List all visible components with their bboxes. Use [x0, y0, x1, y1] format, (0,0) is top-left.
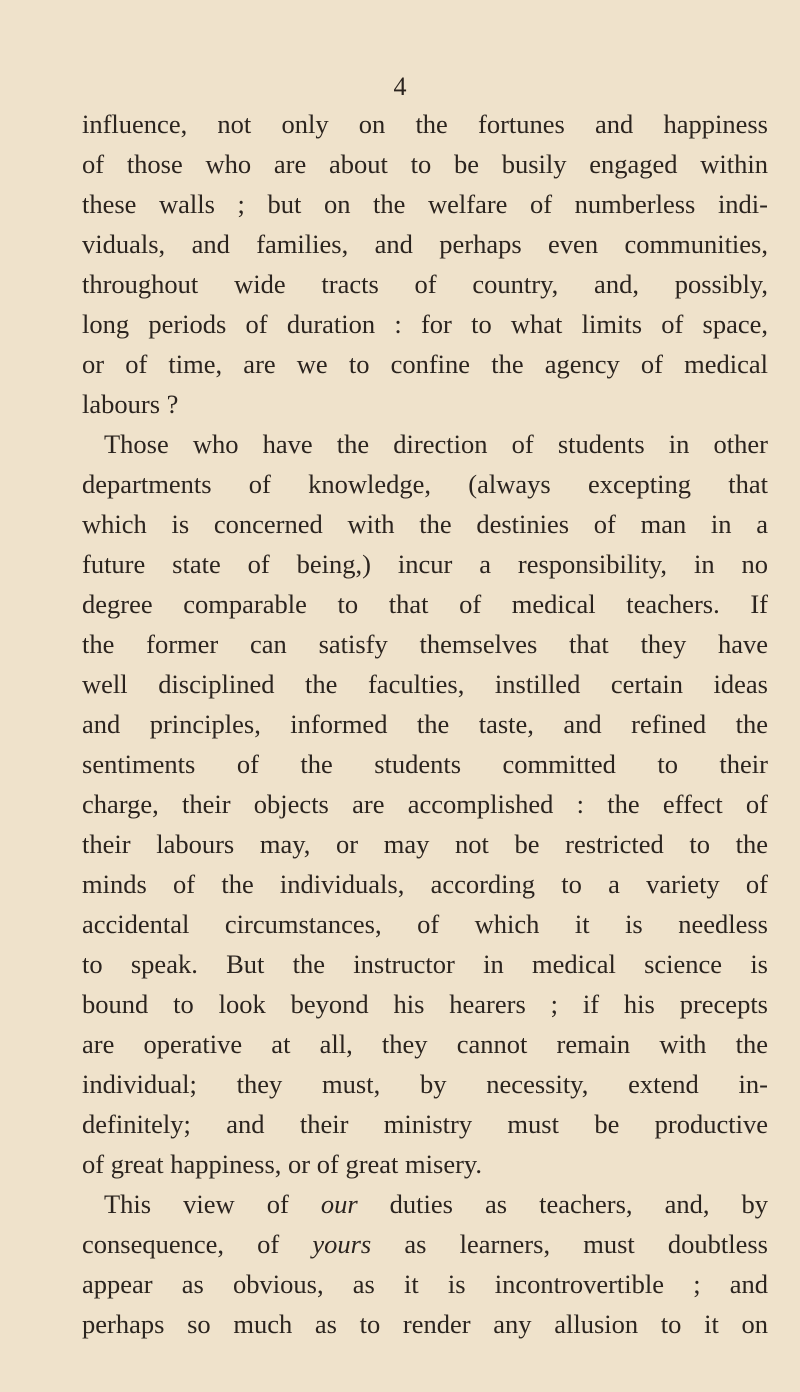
text-line: influence, not only on the fortunes and happiness [82, 109, 768, 139]
body-text [82, 104, 768, 1344]
text-line: definitely; and their ministry must be productive [82, 1109, 768, 1139]
text-segment: as learners, must doubtless [371, 1229, 768, 1259]
text-line: degree comparable to that of medical teachers. If [82, 589, 768, 619]
text-line: these walls ; but on the welfare of numberless indi- [82, 189, 768, 219]
text-line: the former can satisfy themselves that they have [82, 629, 768, 659]
text-line: which is concerned with the destinies of man in a [82, 509, 768, 539]
text-line: sentiments of the students committed to their [82, 749, 768, 779]
text-line: or of time, are we to confine the agency of medical [82, 349, 768, 379]
text-segment: consequence, of [82, 1229, 313, 1259]
text-line: perhaps so much as to render any allusion to it on [82, 1309, 768, 1339]
text-line: well disciplined the faculties, instilled certain ideas [82, 669, 768, 699]
text-line: their labours may, or may not be restricted to the [82, 829, 768, 859]
text-line: to speak. But the instructor in medical science is [82, 949, 768, 979]
text-line [82, 1184, 768, 1224]
italic-word: yours [312, 1229, 372, 1259]
text-line: long periods of duration : for to what limits of space, [82, 309, 768, 339]
text-line: of great happiness, or of great misery. [82, 1149, 483, 1179]
text-line: throughout wide tracts of country, and, possibly, [82, 269, 768, 299]
text-line: charge, their objects are accomplished : the effect of [82, 789, 768, 819]
text-line: and principles, informed the taste, and refined the [82, 709, 768, 739]
italic-word: our [320, 1189, 358, 1219]
text-line: bound to look beyond his hearers ; if his precepts [82, 989, 768, 1019]
text-segment: duties as teachers, and, by [357, 1189, 769, 1219]
text-line: viduals, and families, and perhaps even communities, [82, 229, 768, 259]
text-line [82, 1224, 768, 1264]
text-line: Those who have the direction of students in other [104, 429, 768, 459]
text-line: departments of knowledge, (always excepting that [82, 469, 768, 499]
page-number: 4 [393, 72, 407, 101]
text-line: minds of the individuals, according to a variety of [82, 869, 768, 899]
text-line: individual; they must, by necessity, extend in- [82, 1069, 768, 1099]
text-line: labours ? [82, 389, 179, 419]
text-line: of those who are about to be busily engaged within [82, 149, 768, 179]
text-line: are operative at all, they cannot remain with the [82, 1029, 768, 1059]
text-line: future state of being,) incur a responsibility, in no [82, 549, 768, 579]
text-line: accidental circumstances, of which it is needless [82, 909, 768, 939]
text-line: appear as obvious, as it is incontrovertible ; and [82, 1269, 768, 1299]
text-segment: This view of [104, 1189, 321, 1219]
